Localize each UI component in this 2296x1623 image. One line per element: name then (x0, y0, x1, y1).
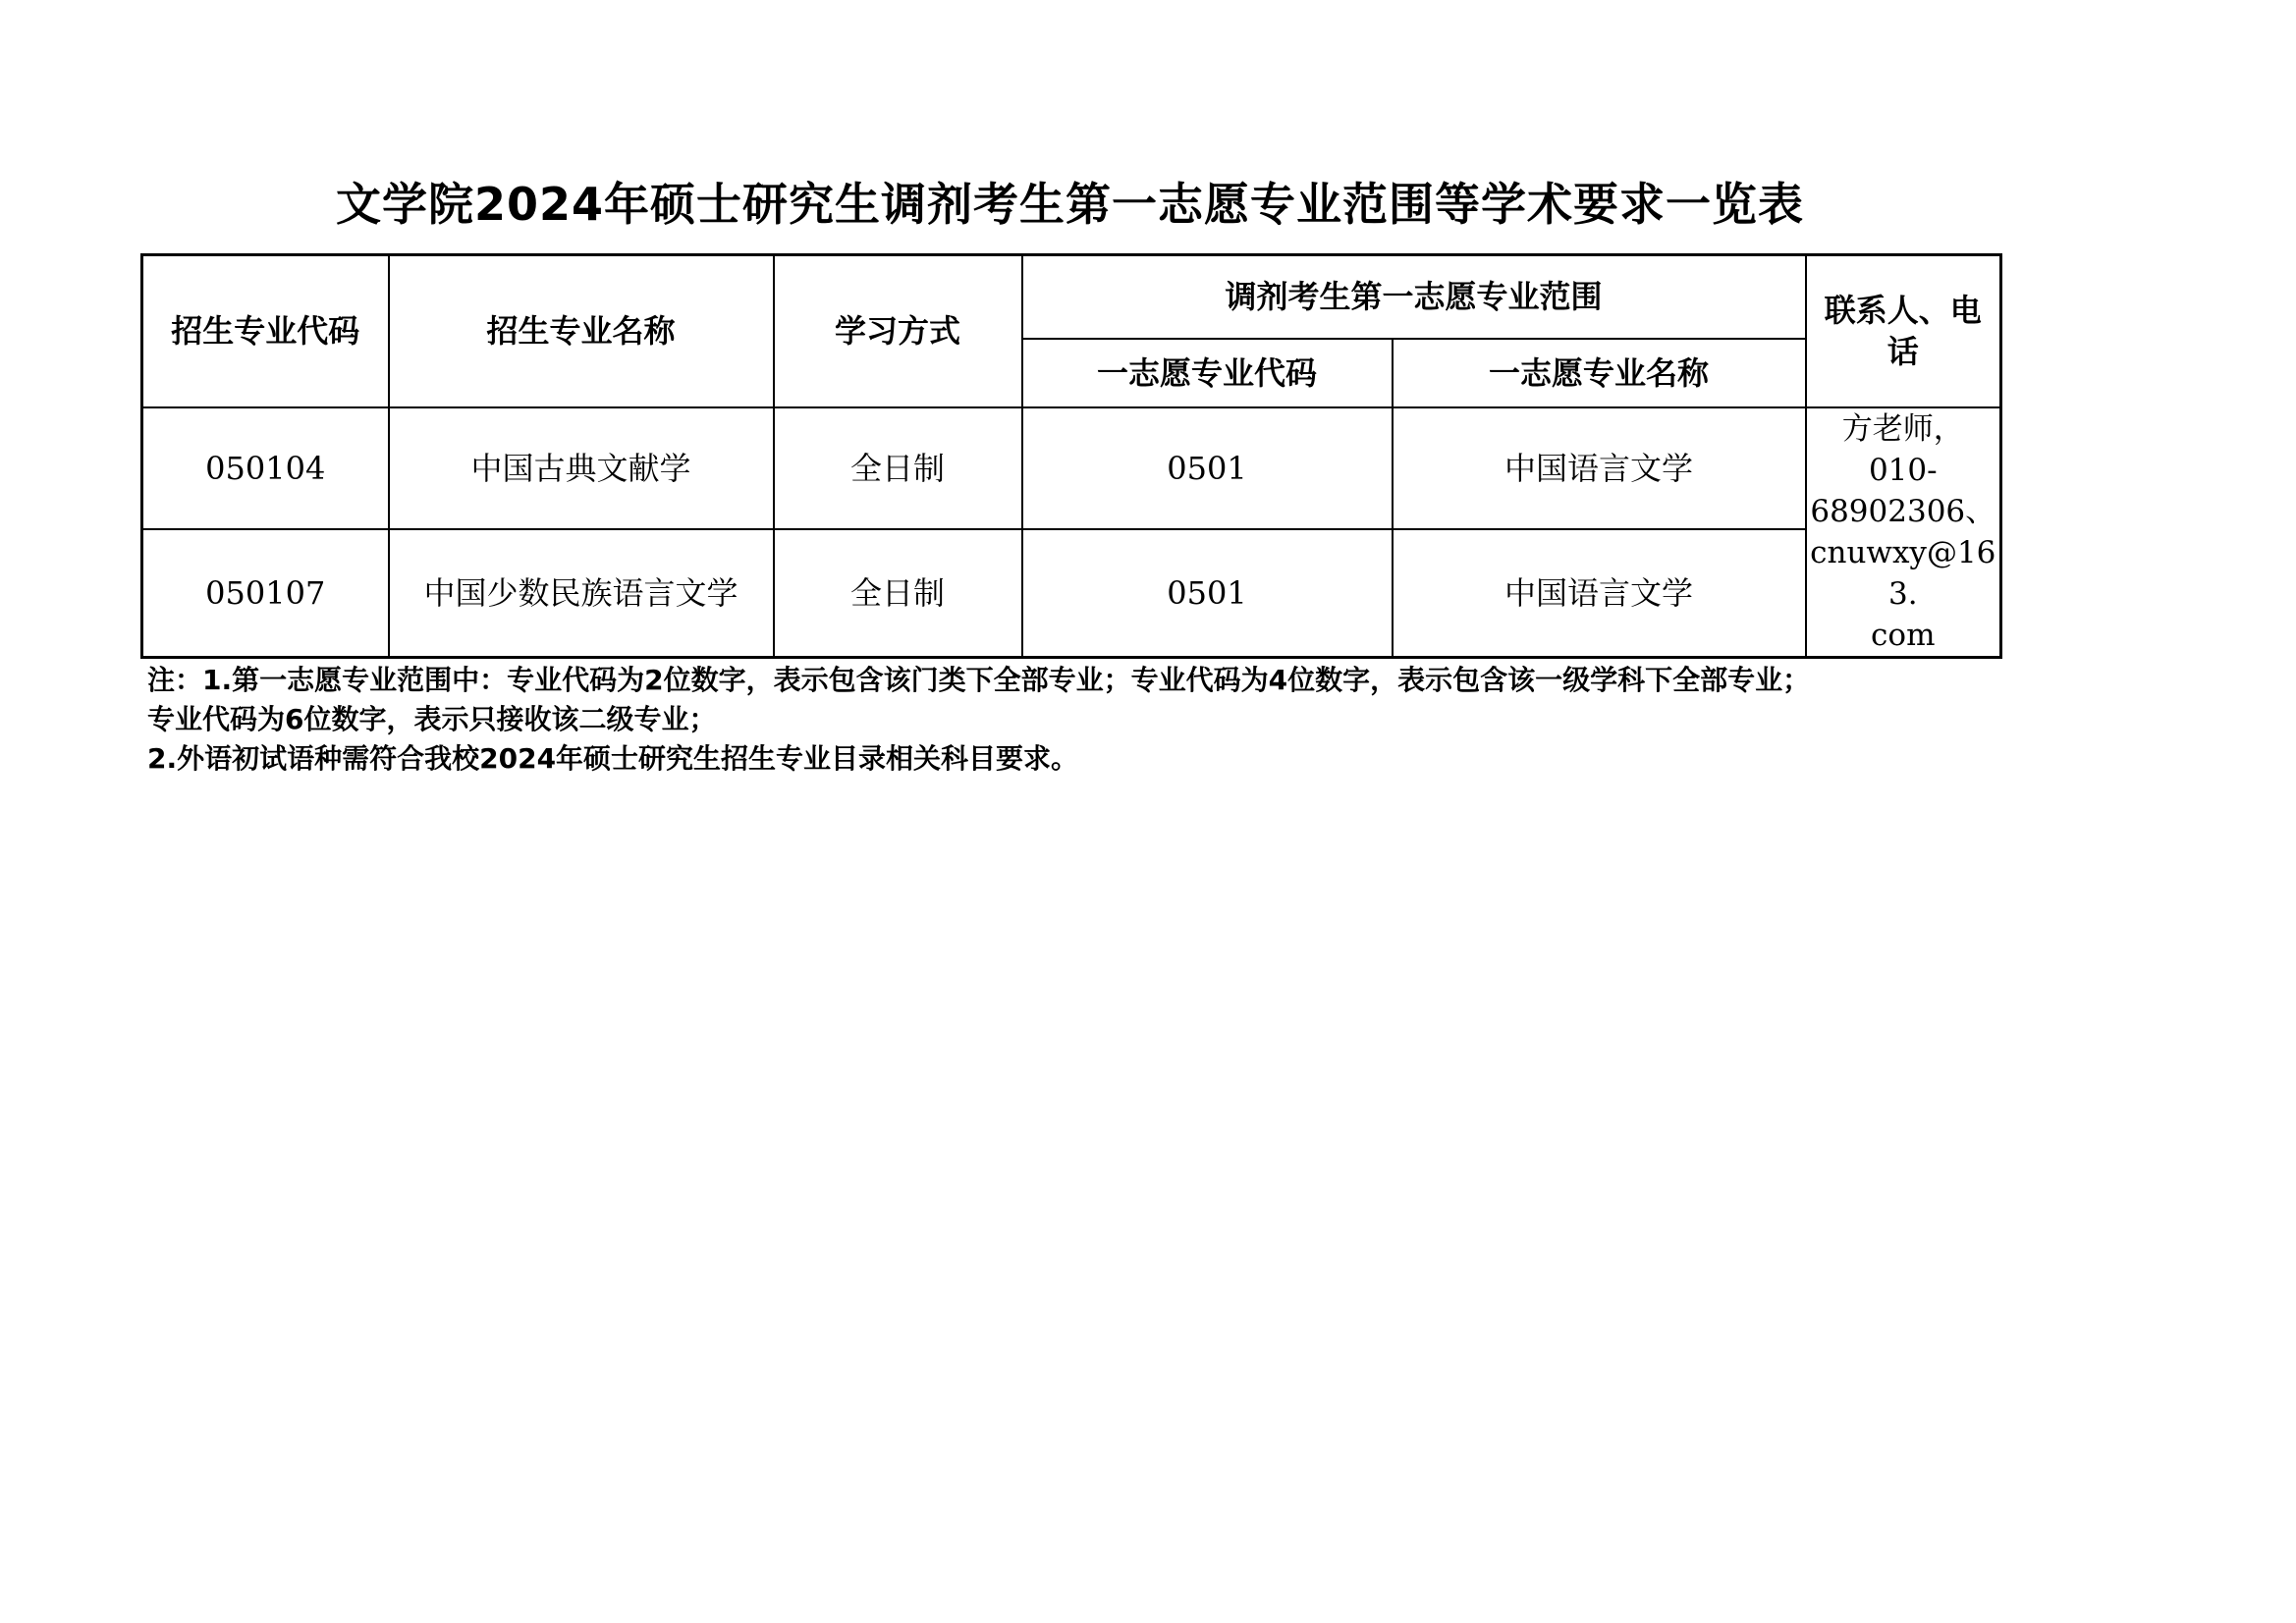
adjustment-table (140, 253, 2002, 659)
header-first-choice-code: 一志愿专业代码 (1022, 339, 1393, 407)
table-row (142, 529, 2001, 657)
cell-major-name: 中国古典文献学 (389, 407, 774, 529)
note-line-1: 注：1.第一志愿专业范围中：专业代码为2位数字，表示包含该门类下全部专业；专业代码为4位数字，表示包含该一级学科下全部专业； (147, 664, 1811, 696)
contact-email-tld: com (1871, 617, 1936, 653)
cell-first-choice-code: 0501 (1022, 407, 1393, 529)
header-contact: 联系人、电话 (1806, 255, 2001, 407)
cell-major-name: 中国少数民族语言文学 (389, 529, 774, 657)
contact-phone: 68902306、 (1810, 493, 1996, 529)
cell-study-mode: 全日制 (774, 407, 1022, 529)
cell-major-code: 050104 (142, 407, 389, 529)
note-line-3: 2.外语初试语种需符合我校2024年硕士研究生招生专业目录相关科目要求。 (147, 742, 1079, 775)
header-first-choice-name: 一志愿专业名称 (1393, 339, 1806, 407)
notes-section (147, 661, 2288, 779)
cell-major-code: 050107 (142, 529, 389, 657)
header-study-mode: 学习方式 (774, 255, 1022, 407)
note-line-2: 专业代码为6位数字，表示只接收该二级专业； (147, 703, 717, 735)
contact-name: 方老师， (1841, 410, 1964, 447)
header-major-name: 招生专业名称 (389, 255, 774, 407)
header-major-code: 招生专业代码 (142, 255, 389, 407)
cell-contact (1806, 407, 2001, 658)
contact-email-local: cnuwxy@163. (1810, 534, 1996, 612)
contact-phone-prefix: 010- (1868, 452, 1938, 488)
header-row-1 (142, 255, 2001, 339)
cell-first-choice-name: 中国语言文学 (1393, 407, 1806, 529)
cell-study-mode: 全日制 (774, 529, 1022, 657)
cell-first-choice-name: 中国语言文学 (1393, 529, 1806, 657)
cell-first-choice-code: 0501 (1022, 529, 1393, 657)
page-title: 文学院2024年硕士研究生调剂考生第一志愿专业范围等学术要求一览表 (335, 178, 1805, 231)
header-first-choice-range: 调剂考生第一志愿专业范围 (1022, 255, 1806, 339)
table-row (142, 407, 2001, 529)
